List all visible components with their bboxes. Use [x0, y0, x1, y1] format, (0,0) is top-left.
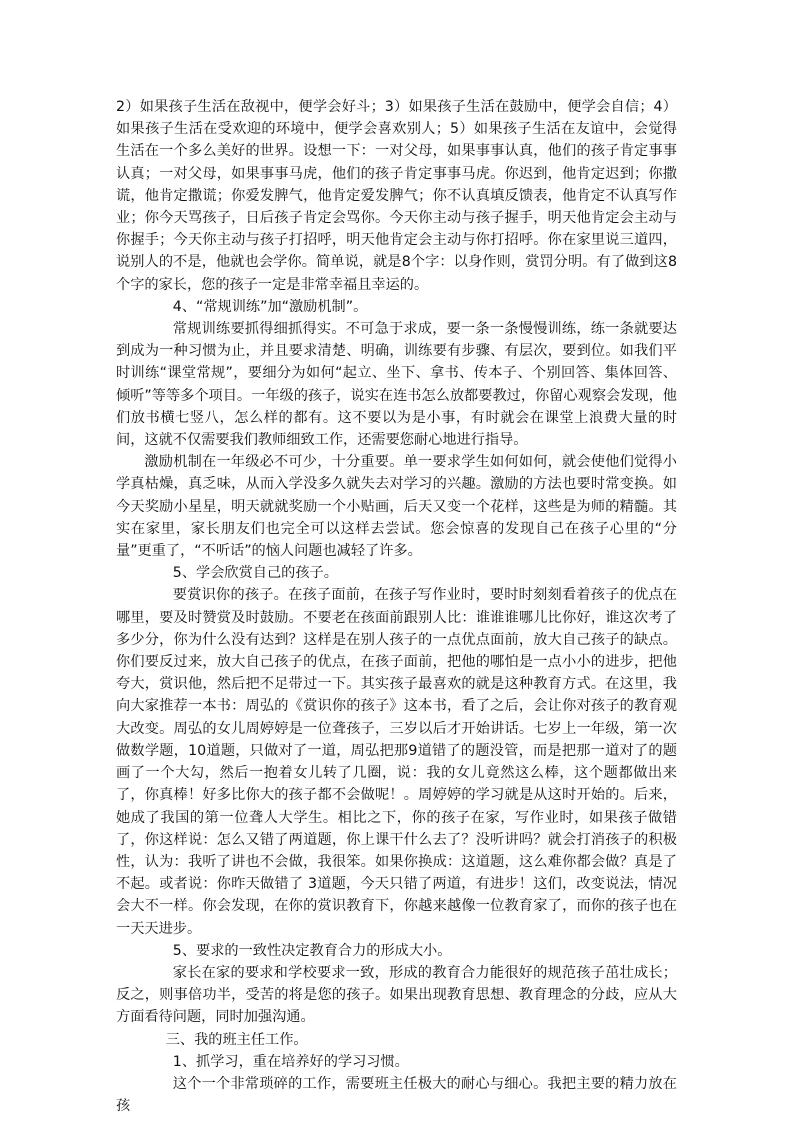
- heading-consistency: 5、要求的一致性决定教育合力的形成大小。: [172, 942, 452, 959]
- heading-study-habits: 1、抓学习，重在培养好的学习习惯。: [172, 1053, 409, 1070]
- paragraph-routine-training: 常规训练要抓得细抓得实。不可急于求成，要一条一条慢慢训练，练一条就要达到成为一种习惯为止，并且要求清楚、明确，训练要有步骤、有层次，要到位。如我们平时训练“课堂常规”，要细分为如何“起立、坐下、拿书、传本子、个别回答、集体回答、倾听”等等多个项目。一年级的孩子，说实在连书怎么放都要教过，你留心观察会发现，他们放书横七竖八，怎么样的都有。这不要以为是小事，有时就会在课堂上浪费大量的时间，这就不仅需要我们教师细致工作，还需要您耐心地进行指导。: [116, 321, 677, 449]
- paragraph-consistency: 家长在家的要求和学校要求一致，形成的教育合力能很好的规范孩子茁壮成长；反之，则事倍功半，受苦的将是您的孩子。如果出现教育思想、教育理念的分歧，应从大方面看待问题，同时加强沟通。: [116, 964, 677, 1026]
- document-body: [116, 96, 677, 1117]
- paragraph-intro: 2）如果孩子生活在敌视中，便学会好斗；3）如果孩子生活在鼓励中，便学会自信；4）如果孩子生活在受欢迎的环境中，便学会喜欢别人；5）如果孩子生活在友谊中，会觉得生活在一个多么美好的世界。设想一下：一对父母，如果事事认真，他们的孩子肯定事事认真；一对父母，如果事事马虎，他们的孩子肯定事事马虎。你迟到，他肯定迟到；你撒谎，他肯定撒谎；你爱发脾气，他肯定爱发脾气；你不认真填反馈表，他肯定不认真写作业；你今天骂孩子，日后孩子肯定会骂你。今天你主动与孩子握手，明天他肯定会主动与你握手；今天你主动与孩子打招呼，明天他肯定会主动与你打招呼。你在家里说三道四，说别人的不是，他就也会学你。简单说，就是8个字：以身作则，赏罚分明。有了做到这8个字的家长，您的孩子一定是非常幸福且幸运的。: [116, 99, 677, 293]
- heading-appreciate-child: 5、学会欣赏自己的孩子。: [172, 565, 338, 582]
- heading-routine-training: 4、“常规训练”加“激励机制”。: [172, 298, 368, 315]
- paragraph-study-habits: 这个一个非常琐碎的工作，需要班主任极大的耐心与细心。我把主要的精力放在孩: [116, 1075, 677, 1115]
- section-heading-class-teacher: 三、我的班主任工作。: [165, 1031, 308, 1048]
- paragraph-incentive: 激励机制在一年级必不可少，十分重要。单一要求学生如何如何，就会使他们觉得小学真枯燥，真乏味，从而入学没多久就失去对学习的兴趣。激励的方法也要时常变换。如今天奖励小星星，明天就就奖励一个小贴画，后天又变一个花样，这些是为师的精髓。其实在家里，家长朋友们也完全可以这样去尝试。您会惊喜的发现自己在孩子心里的“分量”更重了，“不听话”的恼人问题也减轻了许多。: [116, 454, 677, 560]
- paragraph-appreciate-child: 要赏识你的孩子。在孩子面前，在孩子写作业时，要时时刻刻看着孩子的优点在哪里，要及时赞赏及时鼓励。不要老在孩面前跟别人比：谁谁谁哪儿比你好，谁这次考了多少分，你为什么没有达到？这样是在别人孩子的一点优点面前，放大自己孩子的缺点。你们要反过来，放大自己孩子的优点，在孩子面前，把他的哪怕是一点小小的进步，把他夸大，赏识他，然后把不足带过一下。其实孩子最喜欢的就是这种教育方式。在这里，我向大家推荐一本书：周弘的《赏识你的孩子》这本书，看了之后，会让你对孩子的教育观大改变。周弘的女儿周婷婷是一位聋孩子，三岁以后才开始讲话。七岁上一年级，第一次做数学题，10道题，只做对了一道，周弘把那9道错了的题没管，而是把那一道对了的题画了一个大勾，然后一抱着女儿转了几圈，说：我的女儿竟然这么棒，这个题都做出来了，你真棒！好多比你大的孩子都不会做呢！。周婷婷的学习就是从这时开始的。后来，她成了我国的第一位聋人大学生。相比之下，你的孩子在家，写作业时，如果孩子做错了，你这样说：怎么又错了两道题，你上课干什么去了？没听讲吗？就会打消孩子的积极性，认为：我听了讲也不会做，我很笨。如果你换成：这道题，这么难你都会做？真是了不起。或者说：你昨天做错了 3道题，今天只错了两道，有进步！这们，改变说法，情况会大不一样。你会发现，在你的赏识教育下，你越来越像一位教育家了，而你的孩子也在一天天进步。: [116, 587, 677, 937]
